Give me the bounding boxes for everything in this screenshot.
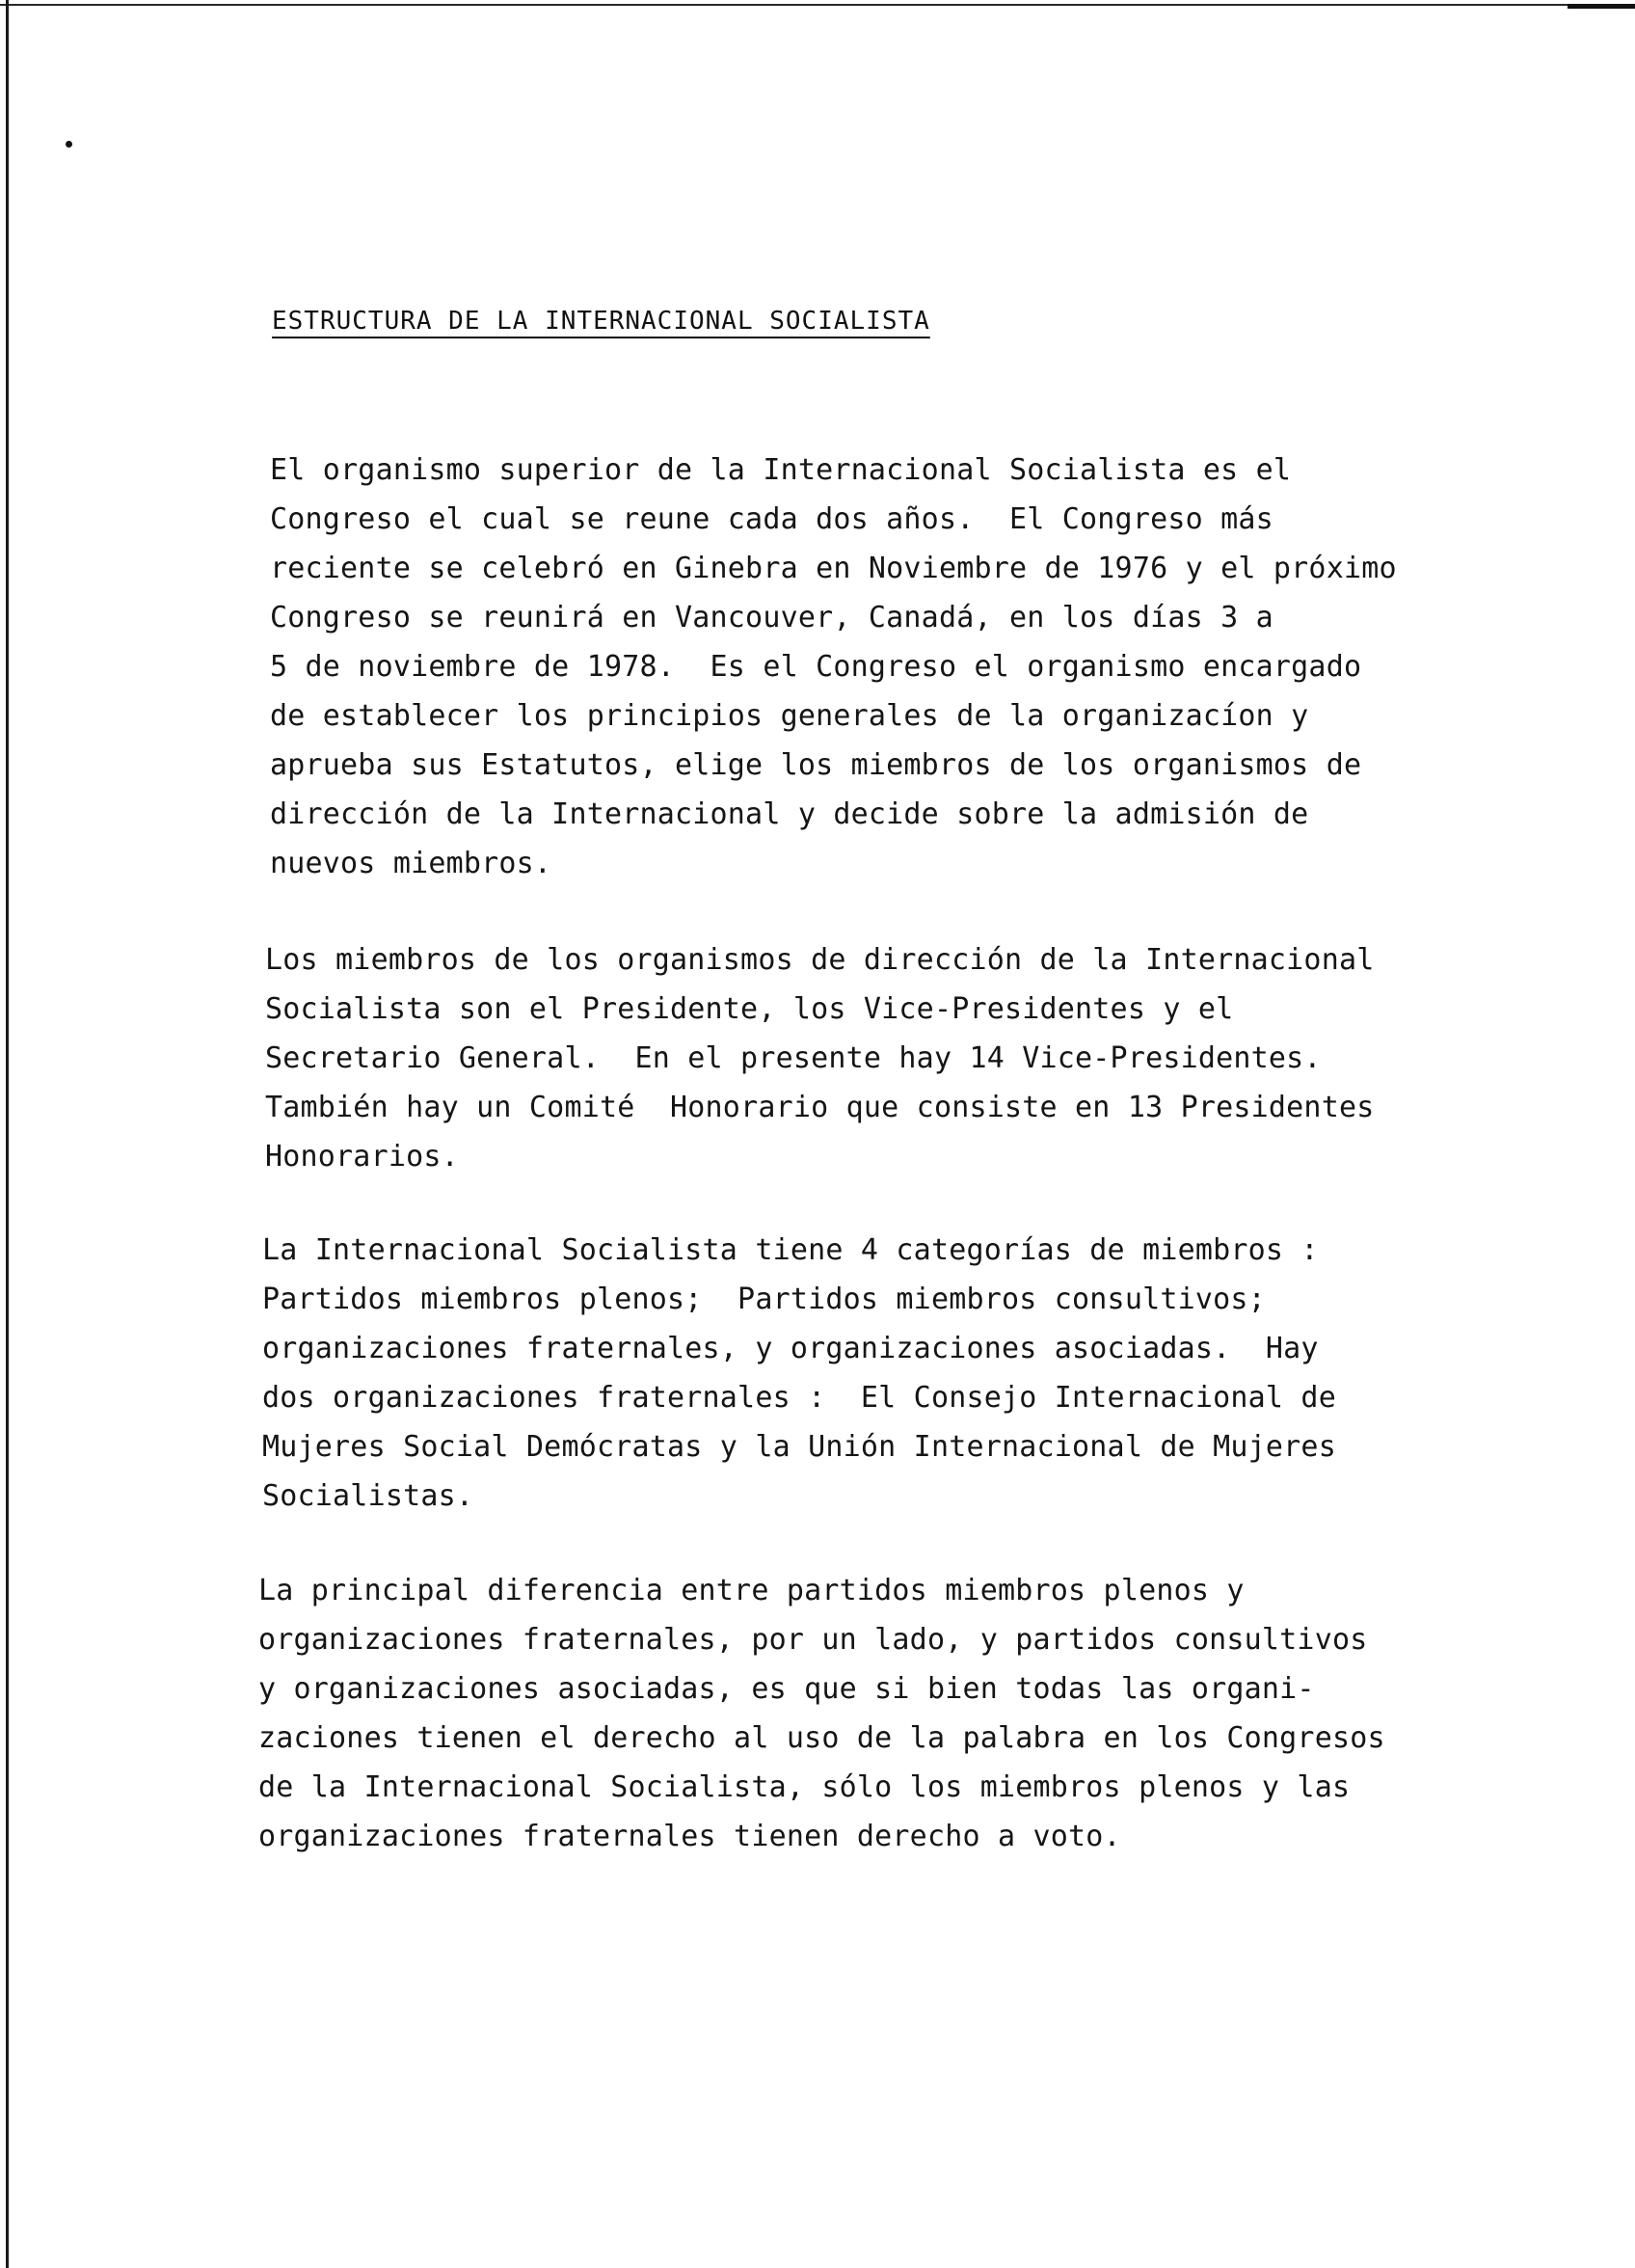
paragraph-congreso: El organismo superior de la Internacional Socialista es el Congreso el cual se reune cada dos años. El Congreso más reciente se celebró en Ginebra en Noviembre de 1976 y el próximo Congreso se reunirá en Vancouver, Canadá, en los días 3 a 5 de noviembre de 1978. Es el Congreso el organismo encargado de establecer los principios generales de la organizacíon y aprueba sus Estatutos, elige los miembros de los organismos de dirección de la Internacional y decide sobre la admisión de nuevos miembros.: [270, 453, 1397, 880]
document-title: ESTRUCTURA DE LA INTERNACIONAL SOCIALISTA: [272, 307, 930, 336]
scan-speck: [66, 141, 72, 148]
scan-border-corner: [1568, 4, 1635, 9]
scan-border-top: [0, 4, 1635, 6]
paragraph-diferencia: La principal diferencia entre partidos miembros plenos y organizaciones fraternales, por un lado, y partidos consultivos y organizaciones asociadas, es que si bien todas las organi- zaciones tienen el derecho al uso de la palabra en los Congresos de la Internacional Socialista, sólo los miembros plenos y las organizaciones fraternales tienen derecho a voto.: [258, 1574, 1385, 1853]
paragraph-categorias: La Internacional Socialista tiene 4 categorías de miembros : Partidos miembros plenos; Partidos miembros consultivos; organizaciones fraternales, y organizaciones asociadas. Hay dos organizaciones fraternales : El Consejo Internacional de Mujeres Social Demócratas y la Unión Internacional de Mujeres Socialistas.: [262, 1233, 1336, 1513]
scan-border-left: [6, 0, 9, 2268]
paragraph-direccion: Los miembros de los organismos de dirección de la Internacional Socialista son el Presidente, los Vice-Presidentes y el Secretario General. En el presente hay 14 Vice-Presidentes. También hay un Comité Honorario que consiste en 13 Presidentes Honorarios.: [265, 943, 1375, 1174]
